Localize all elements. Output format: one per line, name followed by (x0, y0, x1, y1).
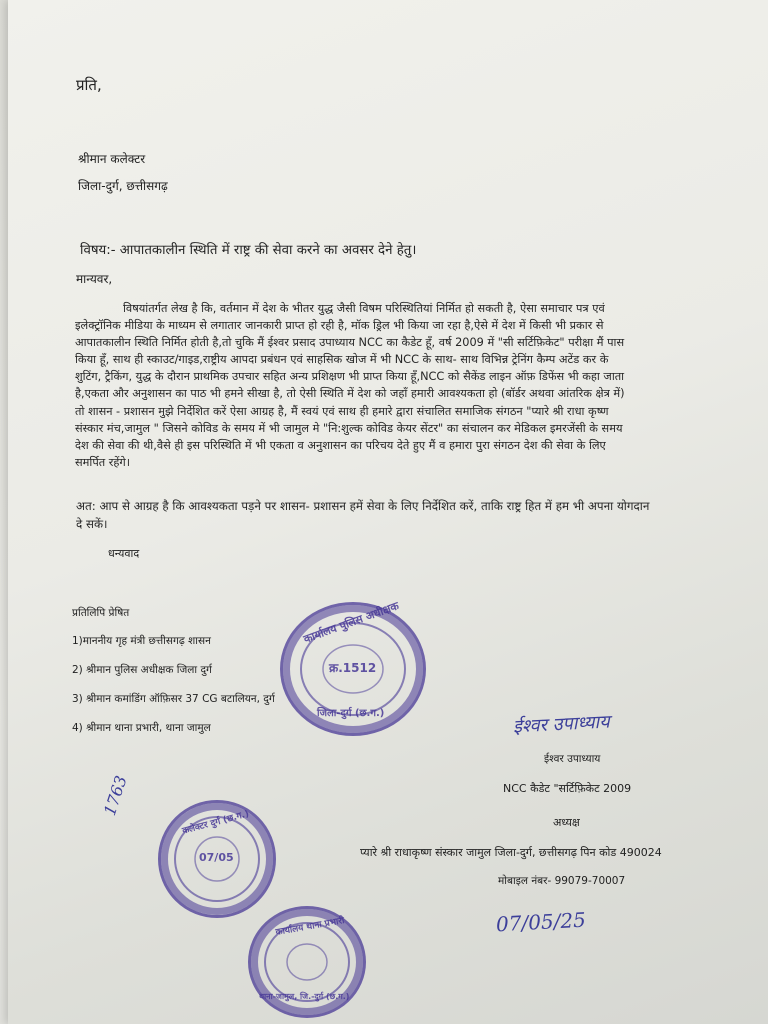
salutation-to: प्रति, (76, 76, 102, 94)
thana-stamp (248, 906, 366, 1018)
request-line: अत: आप से आग्रह है कि आवश्यकता पड़ने पर शासन- प्रशासन हमें सेवा के लिए निर्देशित करें, ताकि राष्ट्र हित में हम भी अपना योगदान (76, 499, 650, 513)
thanks: धन्यवाद (108, 547, 140, 560)
body-paragraph (75, 300, 625, 471)
sender-title: NCC कैडेट "सर्टिफ़िकेट 2009 (503, 782, 632, 795)
sender-name: ईश्वर उपाध्याय (544, 753, 601, 765)
body-line: इलेक्ट्रॉनिक मीडिया के माध्यम से लगातार जानकारी प्राप्त हो रही है, मॉक ड्रिल भी किया जा रहा है,ऐसे में देश में किसी भी प्रकार से (75, 319, 604, 333)
copy-item: 3) श्रीमान कमांडिंग ऑफ़िसर 37 CG बटालियन, दुर्ग (72, 693, 275, 705)
body-line: देश की सेवा की थी,वैसे ही इस परिस्थिति में भी एकता व अनुशासन का परिचय देते हुए मैं व हमारा पुरा संगठन देश की सेवा के लिए (75, 438, 606, 452)
body-line: तो शासन - प्रशासन मुझे निर्देशित करें ऐसा आग्रह है, मैं स्वयं एवं साथ ही हमारे द्वारा संचालित समाजिक संगठन "प्यारे श्री राधा कृष्ण (75, 404, 609, 418)
copy-heading: प्रतिलिपि प्रेषित (72, 607, 130, 619)
body-line: है,एकता और अनुशासन का पाठ भी हमने सीखा है, तो ऐसी स्थिति में देश को जहाँ हमारी आवश्यकता हो (बॉर्डर अथवा आंतरिक क्षेत्र में) (75, 387, 625, 401)
subject: विषय:- आपातकालीन स्थिति में राष्ट्र की सेवा करने का अवसर देने हेतु। (80, 243, 417, 258)
body-line: किया हूँ, साथ ही स्काउट/गाइड,राष्ट्रीय आपदा प्रबंधन एवं साहसिक खोज में भी NCC के साथ- साथ विभिन्न ट्रेनिंग कैम्प अटेंड कर के (75, 353, 609, 367)
recipient-address: जिला-दुर्ग, छत्तीसगढ़ (78, 179, 168, 193)
stamp-bottom-text: जिला-दुर्ग (छ.ग.) (317, 708, 385, 719)
stamp-top-text: कार्यालय पुलिस अधीक्षक (301, 599, 401, 646)
sender-mobile: मोबाइल नंबर- 99079-70007 (498, 875, 626, 887)
body-line: आपातकालीन स्थिति निर्मित होती है,तो चुकि मैं ईश्वर प्रसाद उपाध्याय NCC का कैडेट हूँ, वर्ष 2009 में "सी सर्टिफ़िकेट" परीक्षा मैं पास (75, 336, 625, 350)
collector-stamp-date: 07/05 (199, 851, 234, 864)
recipient: श्रीमान कलेक्टर (78, 152, 146, 166)
request-line: दे सकें। (76, 517, 108, 531)
letter-paper (8, 0, 768, 1024)
police-office-stamp (280, 599, 426, 736)
collector-stamp-text: कलेक्टर दुर्ग (छ.ग.) (181, 809, 251, 837)
body-line: विषयांतर्गत लेख है कि, वर्तमान में देश के भीतर युद्ध जैसी विषम परिस्थितियां निर्मित हो सकती है, ऐसा समाचार पत्र एवं (123, 302, 605, 315)
handwritten-date: 07/05/25 (495, 907, 587, 937)
copy-item: 4) श्रीमान थाना प्रभारी, थाना जामुल (72, 722, 211, 734)
request-paragraph (76, 497, 649, 533)
body-line: शुटिंग, ट्रैकिंग, युद्ध के दौरान प्राथमिक उपचार सहित अन्य प्रशिक्षण भी प्राप्त किया हूँ,NCC को सैकेंड लाइन ऑफ़ डिफेंस भी कहा जाता (75, 370, 625, 384)
thana-stamp-bottom: थाना-जामुल, जि.-दुर्ग (छ.ग.) (259, 992, 350, 1001)
copy-item: 2) श्रीमान पुलिस अधीक्षक जिला दुर्ग (72, 664, 212, 676)
thana-stamp-text: कार्यालय थाना प्रभारी (274, 916, 346, 938)
sender-role: अध्यक्ष (553, 816, 580, 829)
greeting: मान्यवर, (76, 272, 113, 286)
body-line: संस्कार मंच,जामुल " जिसने कोविड के समय में भी जामुल मे "नि:शुल्क कोविड केयर सेंटर" का संचालन कर मेडिकल इमरजेंसी के समय (75, 421, 623, 435)
stamp-number: क्र.1512 (329, 661, 377, 675)
body-line: समर्पित रहेंगे। (75, 455, 131, 469)
collector-stamp (158, 800, 276, 918)
copy-item: 1)माननीय गृह मंत्री छत्तीसगढ़ शासन (72, 635, 211, 647)
sender-org: प्यारे श्री राधाकृष्ण संस्कार जामुल जिला-दुर्ग, छत्तीसगढ़ पिन कोड 490024 (360, 846, 662, 859)
sender-signature: ईश्वर उपाध्याय (512, 711, 611, 738)
collector-inward-number: 1763 (100, 773, 131, 818)
